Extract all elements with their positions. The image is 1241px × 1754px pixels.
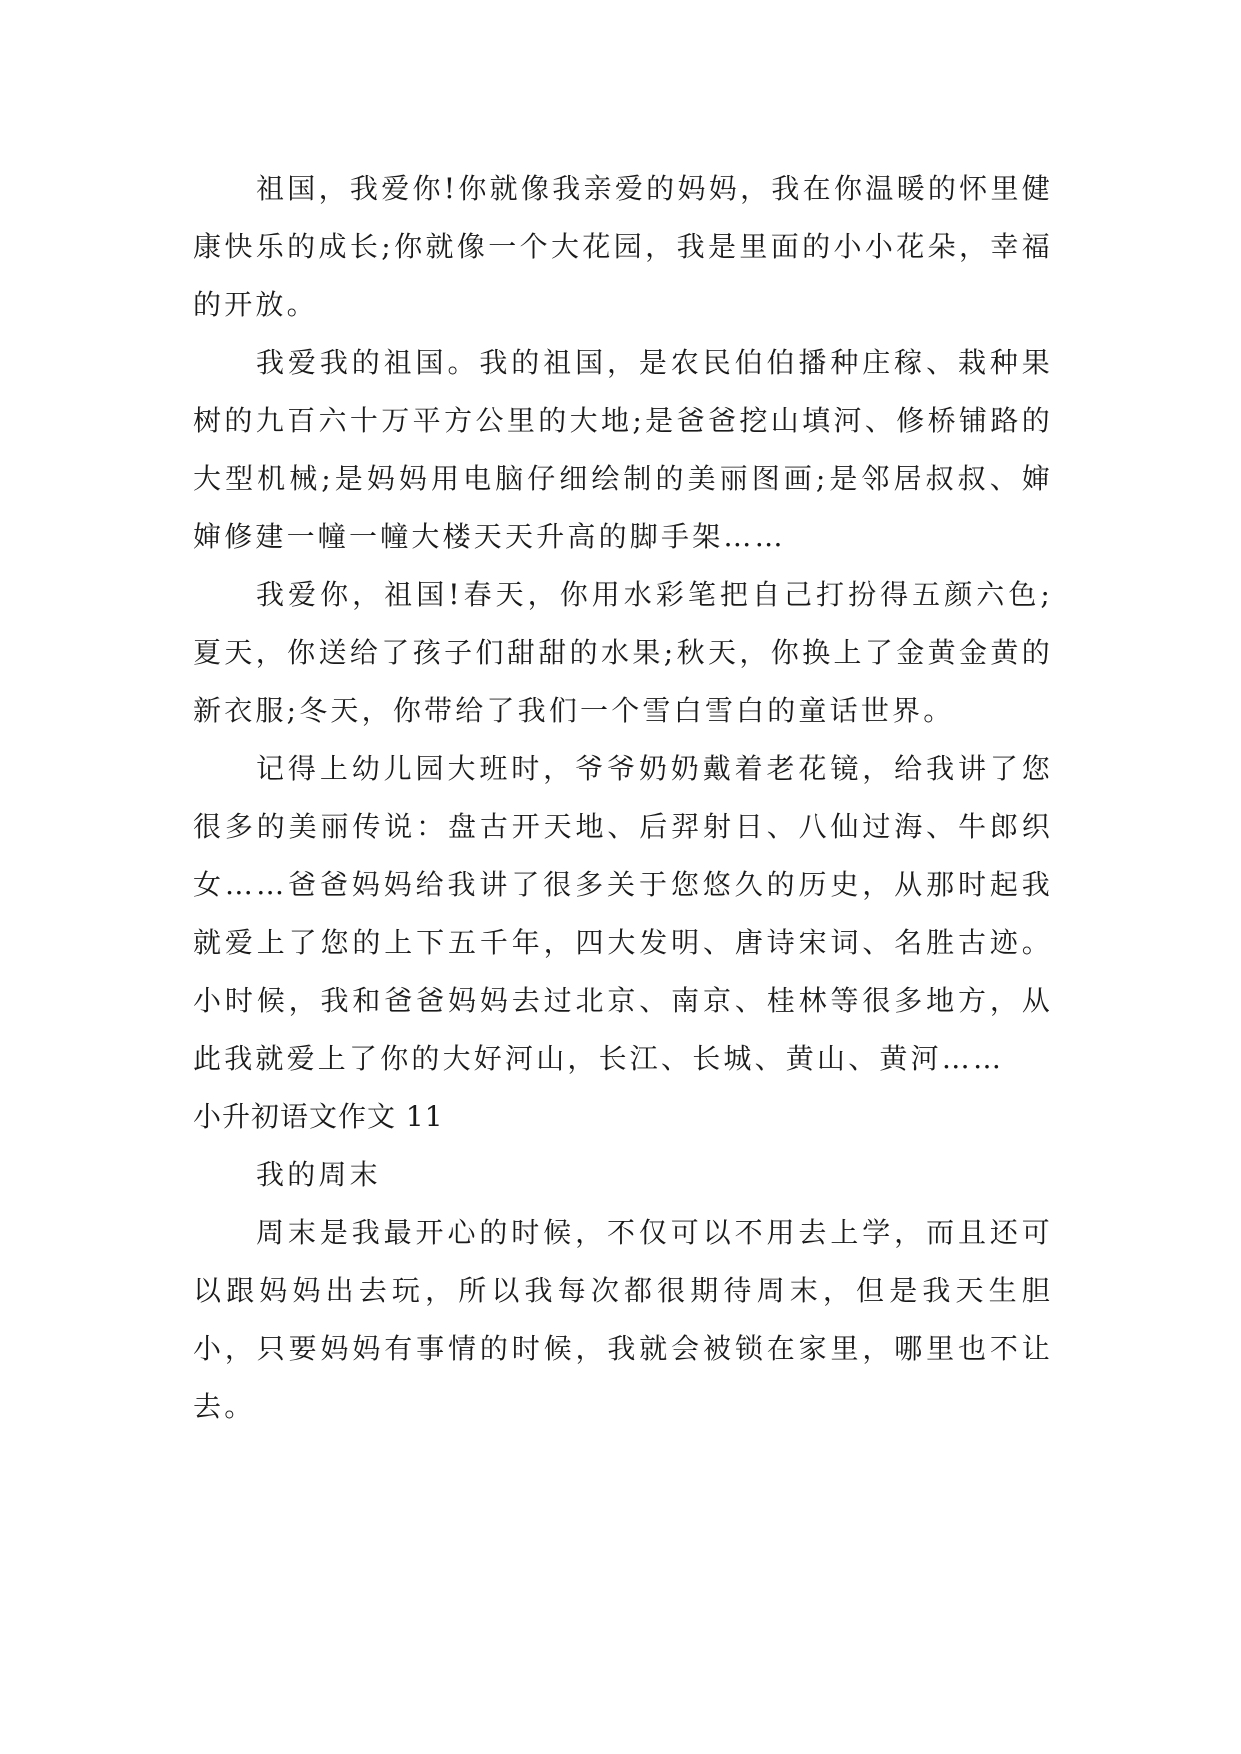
paragraph-3: 我爱你，祖国!春天，你用水彩笔把自己打扮得五颜六色;夏天，你送给了孩子们甜甜的水果;秋天，你换上了金黄金黄的新衣服;冬天，你带给了我们一个雪白雪白的童话世界。 (193, 578, 1053, 727)
paragraph-4: 记得上幼儿园大班时，爷爷奶奶戴着老花镜，给我讲了您很多的美丽传说：盘古开天地、后羿射日、八仙过海、牛郎织女……爸爸妈妈给我讲了很多关于您悠久的历史，从那时起我就爱上了您的上下五千年，四大发明、唐诗宋词、名胜古迹。小时候，我和爸爸妈妈去过北京、南京、桂林等很多地方，从此我就爱上了你的大好河山，长江、长城、黄山、黄河…… (193, 752, 1053, 1075)
essay-title: 我的周末 (256, 1158, 381, 1191)
section-heading: 小升初语文作文 11 (193, 1100, 444, 1133)
paragraph-1: 祖国，我爱你!你就像我亲爱的妈妈，我在你温暖的怀里健康快乐的成长;你就像一个大花园，我是里面的小小花朵，幸福的开放。 (193, 172, 1053, 321)
document-page (193, 160, 1053, 1436)
paragraph-5: 周末是我最开心的时候，不仅可以不用去上学，而且还可以跟妈妈出去玩，所以我每次都很期待周末，但是我天生胆小，只要妈妈有事情的时候，我就会被锁在家里，哪里也不让去。 (193, 1216, 1053, 1423)
paragraph-2: 我爱我的祖国。我的祖国，是农民伯伯播种庄稼、栽种果树的九百六十万平方公里的大地;是爸爸挖山填河、修桥铺路的大型机械;是妈妈用电脑仔细绘制的美丽图画;是邻居叔叔、婶婶修建一幢一幢大楼天天升高的脚手架…… (193, 346, 1053, 553)
